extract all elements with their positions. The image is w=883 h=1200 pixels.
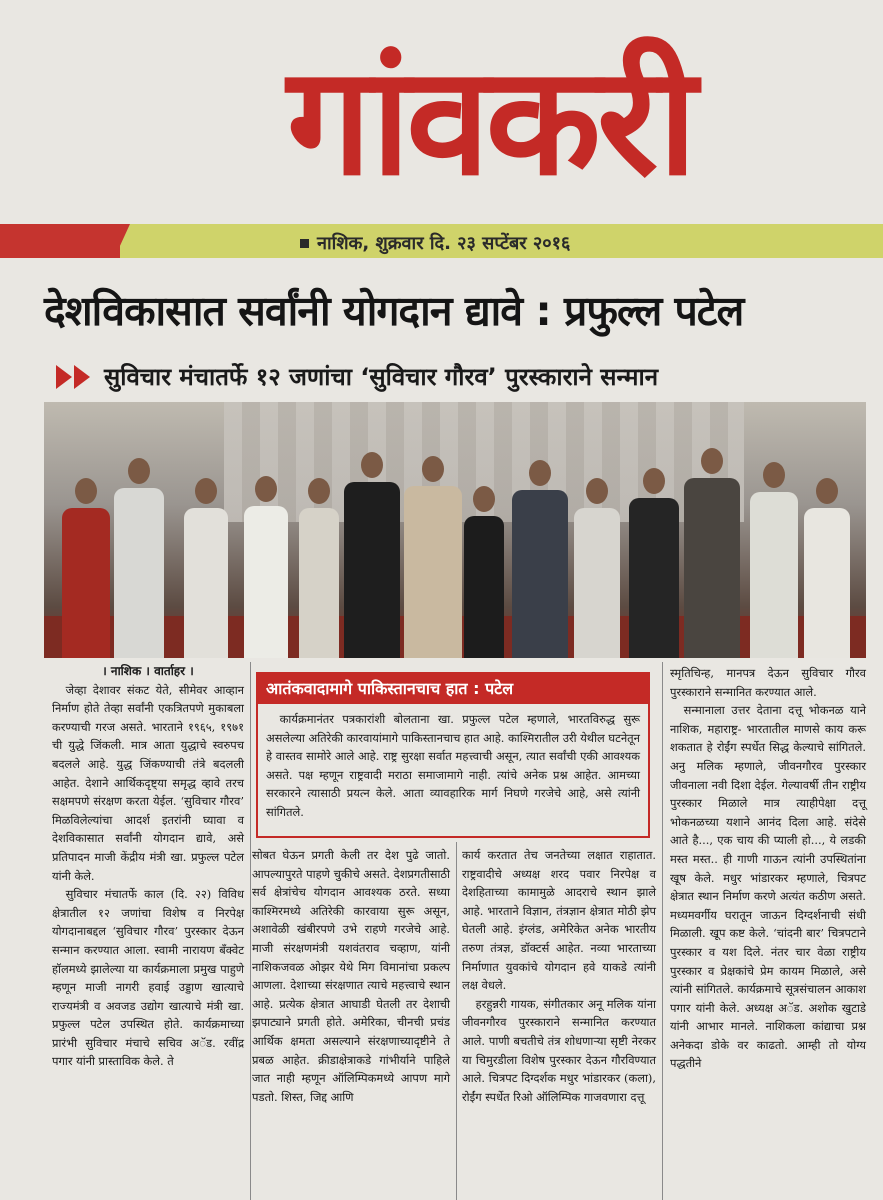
subheadline — [56, 360, 856, 393]
story-dateline: । नाशिक । वार्ताहर । — [102, 664, 194, 678]
story-column-1 — [52, 662, 244, 1071]
photo-person — [404, 456, 462, 658]
photo-person — [299, 478, 339, 658]
photo-person — [574, 478, 620, 658]
story-paragraph: स्मृतिचिन्ह, मानपत्र देऊन सुविचार गौरव पुरस्काराने सन्मानित करण्यात आले. — [670, 666, 866, 699]
photo-person — [344, 452, 400, 658]
column-rule — [662, 662, 663, 1200]
headline: देशविकासात सर्वांनी योगदान द्यावे : प्रफुल्ल पटेल — [44, 287, 744, 335]
sidebar-box-title: आतंकवादामागे पाकिस्तानचाच हात : पटेल — [256, 672, 650, 704]
story-column-4 — [670, 664, 866, 1073]
double-arrow-icon — [56, 365, 90, 389]
photo-person — [512, 460, 568, 658]
photo-person — [244, 476, 288, 658]
column-rule — [250, 662, 251, 1200]
square-bullet-icon — [300, 239, 309, 248]
masthead-title: गांवकरी — [286, 35, 694, 209]
story-paragraph: हरहुन्नरी गायक, संगीतकार अनू मलिक यांना जीवनगौरव पुरस्काराने सन्मानित करण्यात आले. पाणी बचतीचे तंत्र शोधणाऱ्या सृष्टी नेरकर या चिमुरडीला विशेष पुरस्कार देऊन गौरविण्यात आले. चित्रपट दिग्दर्शक मधुर भांडारकर (कला), रोईंग स्पर्धेत रिओ ऑलिम्पिक गाजवणारा दत्तू — [462, 996, 656, 1104]
story-column-3 — [462, 846, 656, 1106]
sidebar-box-text: कार्यक्रमानंतर पत्रकारांशी बोलताना खा. प्रफुल्ल पटेल म्हणाले, भारतविरुद्ध सुरू असलेल्या अतिरेकी कारवायांमागे पाकिस्तानचाच हात आहे. काश्मिरातील उरी येथील घटनेतून हे वास्तव सामोरे आले आहे. राष्ट्र सुरक्षा सर्वात महत्त्वाची असून, त्यात सर्वांची एकी आवश्यक असते. पक्ष म्हणून राष्ट्रवादी मराठा समाजामागे नाही. त्यांचे अनेक प्रश्न आहेत. आमच्या सरकारने त्यासाठी प्रयत्न केले. आता व्यावहारिक मार्ग निघणे गरजेचे आहे, असे त्यांनी सांगितले. — [266, 712, 640, 819]
story-paragraph: सन्मानाला उत्तर देताना दत्तू भोकनळ याने नाशिक, महाराष्ट्र- भारतातील माणसे काय करू शकतात हे रोईंग स्पर्धेत सिद्ध केल्याचे सांगितले. अनु मलिक म्हणाले, जीवनगौरव पुरस्कार जीवनाला नवी दिशा देईल. गेल्यावर्षी तीन राष्ट्रीय पुरस्कार मिळाले मात्र त्याहीपेक्षा दत्तू भोकनळच्या यशाने आनंद दिला आहे. संदेसे आते है..., एक चाय की प्याली हो..., ये लडकी मस्त मस्त.. ही गाणी गाऊन त्यांनी उपस्थितांना खूष केले. मधुर भांडारकर म्हणाले, चित्रपट क्षेत्रात स्थान निर्माण करणे अत्यंत कठीण असते. मध्यमवर्गीय घरातून जाऊन दिग्दर्शनाची संधी मिळाली. खूप कष्ट केले. ‘चांदनी बार’ चित्रपटाने पुरस्कार व यश दिले. नंतर चार वेळा राष्ट्रीय पुरस्कार व प्रेक्षकांचे प्रेम कायम मिळाले, असे त्यांनी सांगितले. कार्यक्रमाचे सूत्रसंचालन आकाश पगार यांनी केले. अध्यक्ष अॅड. अशोक खुटाडे यांनी आभार मानले. नाशिकला कांद्याचा प्रश्न अनेकदा डोके वर काढतो. आम्ही तो योग्य पद्धतीने — [670, 703, 866, 1071]
photo-person — [804, 478, 850, 658]
dateline-text: नाशिक, शुक्रवार दि. २३ सप्टेंबर २०१६ — [317, 233, 571, 254]
date-band-red-tab — [0, 224, 130, 258]
story-paragraph: कार्य करतात तेच जनतेच्या लक्षात राहातात. राष्ट्रवादीचे अध्यक्ष शरद पवार निरपेक्ष व देशहिताच्या कामामुळे आदराचे स्थान झाले आहे. भारताने विज्ञान, तंत्रज्ञान क्षेत्रात मोठी झेप घेतली आहे. इंग्लंड, अमेरिकेत अनेक भारतीय तरुण तंत्रज्ञ, डॉक्टर्स आहेत. नव्या भारताच्या निर्माणात युवकांचे योगदान हवे याकडे त्यांनी लक्ष वेधले. — [462, 848, 656, 993]
photo-person — [684, 448, 740, 658]
photo-person — [184, 478, 228, 658]
dateline-bar — [300, 230, 570, 256]
photo-person — [750, 462, 798, 658]
photo-person — [62, 478, 110, 658]
photo-person — [464, 486, 504, 658]
sidebar-box-body — [256, 704, 650, 838]
photo-person — [114, 458, 164, 658]
award-group-photo — [44, 402, 866, 658]
story-column-2 — [252, 846, 450, 1106]
column-rule — [456, 842, 457, 1200]
photo-person — [629, 468, 679, 658]
story-paragraph: सुविचार मंचातर्फे काल (दि. २२) विविध क्षेत्रातील १२ जणांचा विशेष व निरपेक्ष योगदानाबद्दल ‘सुविचार गौरव’ पुरस्कार देऊन सन्मान करण्यात आला. स्वामी नारायण बँक्वेट हॉलमध्ये झालेल्या या कार्यक्रमाला प्रमुख पाहुणे म्हणून माजी नागरी हवाई उड्डाण खात्याचे राज्यमंत्री व अवजड उद्योग खात्याचे मंत्री खा. प्रफुल्ल पटेल उपस्थित होते. कार्यक्रमाच्या प्रारंभी सुविचार मंचाचे सचिव अॅड. रवींद्र पगार यांनी प्रास्ताविक केले. ते — [52, 887, 244, 1069]
story-paragraph: सोबत घेऊन प्रगती केली तर देश पुढे जातो. आपल्यापुरते पाहणे चुकीचे असते. देशप्रगतीसाठी सर्व क्षेत्रांचेच योगदान आवश्यक ठरते. सध्या काश्मिरमध्ये अतिरेकी कारवाया सुरू असून, अशावेळी खंबीरपणे उभे राहणे गरजेचे आहे. माजी संरक्षणमंत्री यशवंतराव चव्हाण, यांनी नाशिकजवळ ओझर येथे मिग विमानांचा प्रकल्प आणला. देशाच्या संरक्षणात त्याचे महत्त्वाचे स्थान आहे. प्रत्येक क्षेत्रात आघाडी घेतली तर देशाची झपाट्याने प्रगती होते. अमेरिका, चीनची प्रचंड आर्थिक क्षमता असल्याने संरक्षणाच्यादृष्टीने ते प्रबळ आहेत. क्रीडाक्षेत्राकडे गांभीर्याने पाहिले जात नाही म्हणून ऑलिम्पिकमध्ये आपण मागे पडतो. शिस्त, जिद्द आणि — [252, 848, 450, 1104]
story-paragraph: जेव्हा देशावर संकट येते, सीमेवर आव्हान निर्माण होते तेव्हा सर्वांनी एकत्रितपणे मुकाबला करण्याची गरज असते. भारताने १९६५, १९७१ ची युद्धे जिंकली. मात्र आता युद्धाचे स्वरुपच बदलले आहे. युद्ध जिंकण्याची तंत्रे बदलली आहेत. देशाने आर्थिकदृष्ट्या समृद्ध व्हावे तरच सक्षमपणे संरक्षण करता येईल. ‘सुविचार गौरव’ मिळविलेल्यांचा आदर्श इतरांनी घ्यावा व देशविकासात सर्वांनी योगदान द्यावे, असे प्रतिपादन माजी केंद्रीय मंत्री खा. प्रफुल्ल पटेल यांनी केले. — [52, 682, 244, 883]
subheadline-text: सुविचार मंचातर्फे १२ जणांचा ‘सुविचार गौरव’ पुरस्काराने सन्मान — [104, 363, 659, 391]
